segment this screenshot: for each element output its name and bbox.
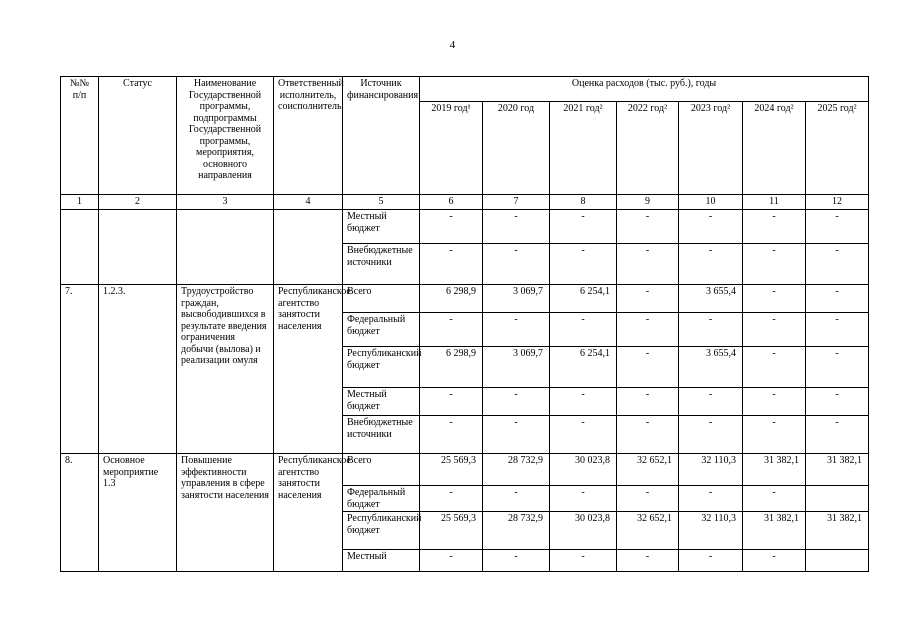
value-cell: - bbox=[550, 486, 617, 512]
column-index: 3 bbox=[177, 195, 274, 210]
row-status: Основное мероприятие 1.3 bbox=[99, 454, 177, 572]
value-cell: 25 569,3 bbox=[420, 512, 483, 550]
value-cell: - bbox=[617, 244, 679, 285]
value-cell: - bbox=[483, 388, 550, 416]
value-cell: - bbox=[743, 388, 806, 416]
value-cell: - bbox=[806, 210, 869, 244]
value-cell: - bbox=[550, 550, 617, 572]
header-year: 2020 год bbox=[483, 102, 550, 195]
page-number: 4 bbox=[449, 39, 456, 51]
header-num: №№ п/п bbox=[61, 77, 99, 195]
value-cell: - bbox=[743, 347, 806, 388]
column-index: 6 bbox=[420, 195, 483, 210]
value-cell: 28 732,9 bbox=[483, 512, 550, 550]
row-title: Трудоустройство граждан, высвободившихся в результате введения ограничения добычи (вылова) и реализации омуля bbox=[177, 285, 274, 454]
table-row bbox=[61, 210, 869, 244]
source-cell: Республиканский бюджет bbox=[343, 512, 420, 550]
column-index: 7 bbox=[483, 195, 550, 210]
value-cell: - bbox=[743, 313, 806, 347]
value-cell: - bbox=[483, 550, 550, 572]
value-cell: 32 110,3 bbox=[679, 512, 743, 550]
budget-table bbox=[60, 76, 869, 572]
value-cell: - bbox=[679, 486, 743, 512]
header-year: 2019 год¹ bbox=[420, 102, 483, 195]
value-cell: - bbox=[743, 285, 806, 313]
value-cell: - bbox=[806, 313, 869, 347]
value-cell: - bbox=[420, 210, 483, 244]
value-cell: 6 254,1 bbox=[550, 347, 617, 388]
value-cell: 31 382,1 bbox=[806, 454, 869, 486]
cell-empty bbox=[99, 210, 177, 285]
source-cell: Местный бюджет bbox=[343, 388, 420, 416]
source-cell: Всего bbox=[343, 285, 420, 313]
value-cell: - bbox=[743, 416, 806, 454]
row-executor: Республиканское агентство занятости населения bbox=[274, 454, 343, 572]
column-index: 8 bbox=[550, 195, 617, 210]
value-cell: - bbox=[420, 244, 483, 285]
value-cell: - bbox=[550, 416, 617, 454]
value-cell: - bbox=[483, 486, 550, 512]
source-cell: Федеральный бюджет bbox=[343, 313, 420, 347]
row-title: Повышение эффективности управления в сфере занятости населения bbox=[177, 454, 274, 572]
header-status: Статус bbox=[99, 77, 177, 195]
column-index: 2 bbox=[99, 195, 177, 210]
column-index: 9 bbox=[617, 195, 679, 210]
header-year: 2023 год² bbox=[679, 102, 743, 195]
value-cell: - bbox=[420, 388, 483, 416]
header-year: 2025 год² bbox=[806, 102, 869, 195]
value-cell: 32 652,1 bbox=[617, 454, 679, 486]
source-cell: Федеральный бюджет bbox=[343, 486, 420, 512]
value-cell: - bbox=[420, 550, 483, 572]
value-cell: - bbox=[806, 416, 869, 454]
value-cell: - bbox=[806, 244, 869, 285]
value-cell: 3 655,4 bbox=[679, 285, 743, 313]
value-cell: 6 298,9 bbox=[420, 285, 483, 313]
value-cell: - bbox=[420, 416, 483, 454]
row-status: 1.2.3. bbox=[99, 285, 177, 454]
value-cell: 32 652,1 bbox=[617, 512, 679, 550]
header-year: 2022 год² bbox=[617, 102, 679, 195]
value-cell: - bbox=[483, 416, 550, 454]
cell-empty bbox=[274, 210, 343, 285]
row-number: 8. bbox=[61, 454, 99, 572]
value-cell: - bbox=[679, 416, 743, 454]
value-cell: - bbox=[679, 550, 743, 572]
value-cell: 3 069,7 bbox=[483, 285, 550, 313]
value-cell: - bbox=[617, 285, 679, 313]
value-cell: - bbox=[679, 210, 743, 244]
value-cell: - bbox=[617, 550, 679, 572]
value-cell: - bbox=[743, 244, 806, 285]
value-cell: 30 023,8 bbox=[550, 454, 617, 486]
value-cell: 31 382,1 bbox=[806, 512, 869, 550]
row-executor: Республиканское агентство занятости населения bbox=[274, 285, 343, 454]
value-cell: - bbox=[483, 244, 550, 285]
value-cell: 25 569,3 bbox=[420, 454, 483, 486]
value-cell bbox=[806, 486, 869, 512]
value-cell: 31 382,1 bbox=[743, 454, 806, 486]
column-index: 5 bbox=[343, 195, 420, 210]
value-cell: - bbox=[550, 388, 617, 416]
value-cell: - bbox=[420, 313, 483, 347]
header-year: 2024 год² bbox=[743, 102, 806, 195]
value-cell: - bbox=[617, 210, 679, 244]
column-index: 12 bbox=[806, 195, 869, 210]
column-index: 11 bbox=[743, 195, 806, 210]
header-row bbox=[61, 77, 869, 102]
column-index: 4 bbox=[274, 195, 343, 210]
table-row bbox=[61, 285, 869, 313]
value-cell: 3 069,7 bbox=[483, 347, 550, 388]
value-cell: - bbox=[483, 210, 550, 244]
value-cell: - bbox=[743, 486, 806, 512]
source-cell: Внебюджетные источники bbox=[343, 244, 420, 285]
value-cell: 6 254,1 bbox=[550, 285, 617, 313]
row-number: 7. bbox=[61, 285, 99, 454]
value-cell: - bbox=[420, 486, 483, 512]
source-cell: Всего bbox=[343, 454, 420, 486]
header-executor: Ответственный исполнитель, соисполнитель bbox=[274, 77, 343, 195]
value-cell: 31 382,1 bbox=[743, 512, 806, 550]
value-cell: - bbox=[806, 388, 869, 416]
value-cell: - bbox=[483, 313, 550, 347]
cell-empty bbox=[61, 210, 99, 285]
source-cell: Местный бюджет bbox=[343, 210, 420, 244]
header-name: Наименование Государственной программы, подпрограммы Государственной программы, мероприятия, основного направления bbox=[177, 77, 274, 195]
column-index-row bbox=[61, 195, 869, 210]
source-cell: Внебюджетные источники bbox=[343, 416, 420, 454]
value-cell: - bbox=[550, 210, 617, 244]
value-cell bbox=[806, 550, 869, 572]
value-cell: 6 298,9 bbox=[420, 347, 483, 388]
value-cell: - bbox=[679, 244, 743, 285]
value-cell: 32 110,3 bbox=[679, 454, 743, 486]
value-cell: - bbox=[550, 313, 617, 347]
value-cell: - bbox=[617, 388, 679, 416]
header-spend-group: Оценка расходов (тыс. руб.), годы bbox=[420, 77, 869, 102]
source-cell: Местный bbox=[343, 550, 420, 572]
value-cell: - bbox=[743, 550, 806, 572]
table-row bbox=[61, 454, 869, 486]
header-source: Источник финансирования bbox=[343, 77, 420, 195]
value-cell: - bbox=[617, 416, 679, 454]
value-cell: - bbox=[806, 285, 869, 313]
value-cell: 30 023,8 bbox=[550, 512, 617, 550]
column-index: 10 bbox=[679, 195, 743, 210]
cell-empty bbox=[177, 210, 274, 285]
column-index: 1 bbox=[61, 195, 99, 210]
value-cell: - bbox=[679, 388, 743, 416]
value-cell: - bbox=[617, 486, 679, 512]
value-cell: 28 732,9 bbox=[483, 454, 550, 486]
value-cell: - bbox=[617, 313, 679, 347]
header-year: 2021 год² bbox=[550, 102, 617, 195]
source-cell: Республиканский бюджет bbox=[343, 347, 420, 388]
value-cell: - bbox=[743, 210, 806, 244]
value-cell: - bbox=[617, 347, 679, 388]
value-cell: - bbox=[550, 244, 617, 285]
value-cell: - bbox=[679, 313, 743, 347]
value-cell: - bbox=[806, 347, 869, 388]
value-cell: 3 655,4 bbox=[679, 347, 743, 388]
